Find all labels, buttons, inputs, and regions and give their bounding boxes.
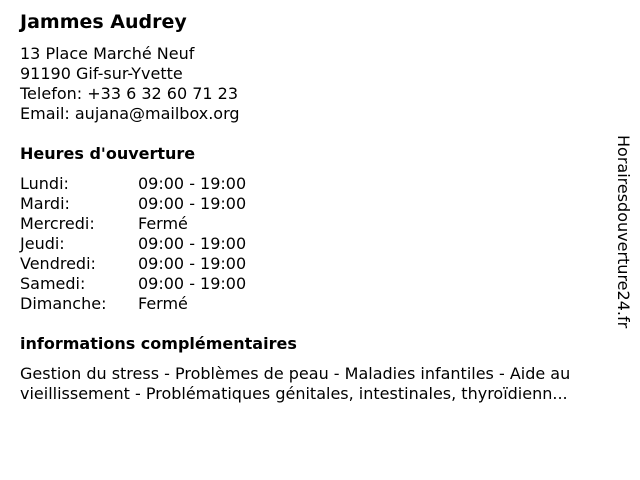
business-name: Jammes Audrey — [20, 11, 187, 33]
hours-row-tuesday — [20, 194, 246, 214]
additional-info-text — [20, 364, 625, 404]
day-hours: 09:00 - 19:00 — [138, 174, 247, 193]
day-label: Jeudi: — [20, 234, 65, 253]
opening-hours-table — [20, 174, 246, 314]
additional-info-line-1: Gestion du stress - Problèmes de peau - Maladies infantiles - Aide au — [20, 364, 571, 383]
day-hours: Fermé — [138, 214, 188, 233]
hours-row-thursday — [20, 234, 246, 254]
email-address: Email: aujana@mailbox.org — [20, 104, 240, 123]
additional-info-line-2: vieillissement - Problématiques génitales, intestinales, thyroïdienn... — [20, 384, 568, 403]
day-label: Lundi: — [20, 174, 69, 193]
hours-row-friday — [20, 254, 246, 274]
opening-hours-heading: Heures d'ouverture — [20, 144, 196, 163]
hours-row-sunday — [20, 294, 246, 314]
hours-row-saturday — [20, 274, 246, 294]
address-street: 13 Place Marché Neuf — [20, 44, 195, 63]
address-city: 91190 Gif-sur-Yvette — [20, 64, 183, 83]
day-hours: 09:00 - 19:00 — [138, 274, 247, 293]
day-hours: 09:00 - 19:00 — [138, 194, 247, 213]
day-label: Mercredi: — [20, 214, 95, 233]
day-label: Dimanche: — [20, 294, 107, 313]
day-hours: 09:00 - 19:00 — [138, 254, 247, 273]
site-watermark: Horairesdouverture24.fr — [614, 135, 633, 329]
additional-info-heading: informations complémentaires — [20, 334, 297, 353]
contact-block — [20, 44, 240, 124]
day-hours: 09:00 - 19:00 — [138, 234, 247, 253]
phone-number: Telefon: +33 6 32 60 71 23 — [20, 84, 239, 103]
hours-row-monday — [20, 174, 246, 194]
day-label: Vendredi: — [20, 254, 96, 273]
day-hours: Fermé — [138, 294, 188, 313]
hours-row-wednesday — [20, 214, 246, 234]
day-label: Mardi: — [20, 194, 70, 213]
day-label: Samedi: — [20, 274, 86, 293]
